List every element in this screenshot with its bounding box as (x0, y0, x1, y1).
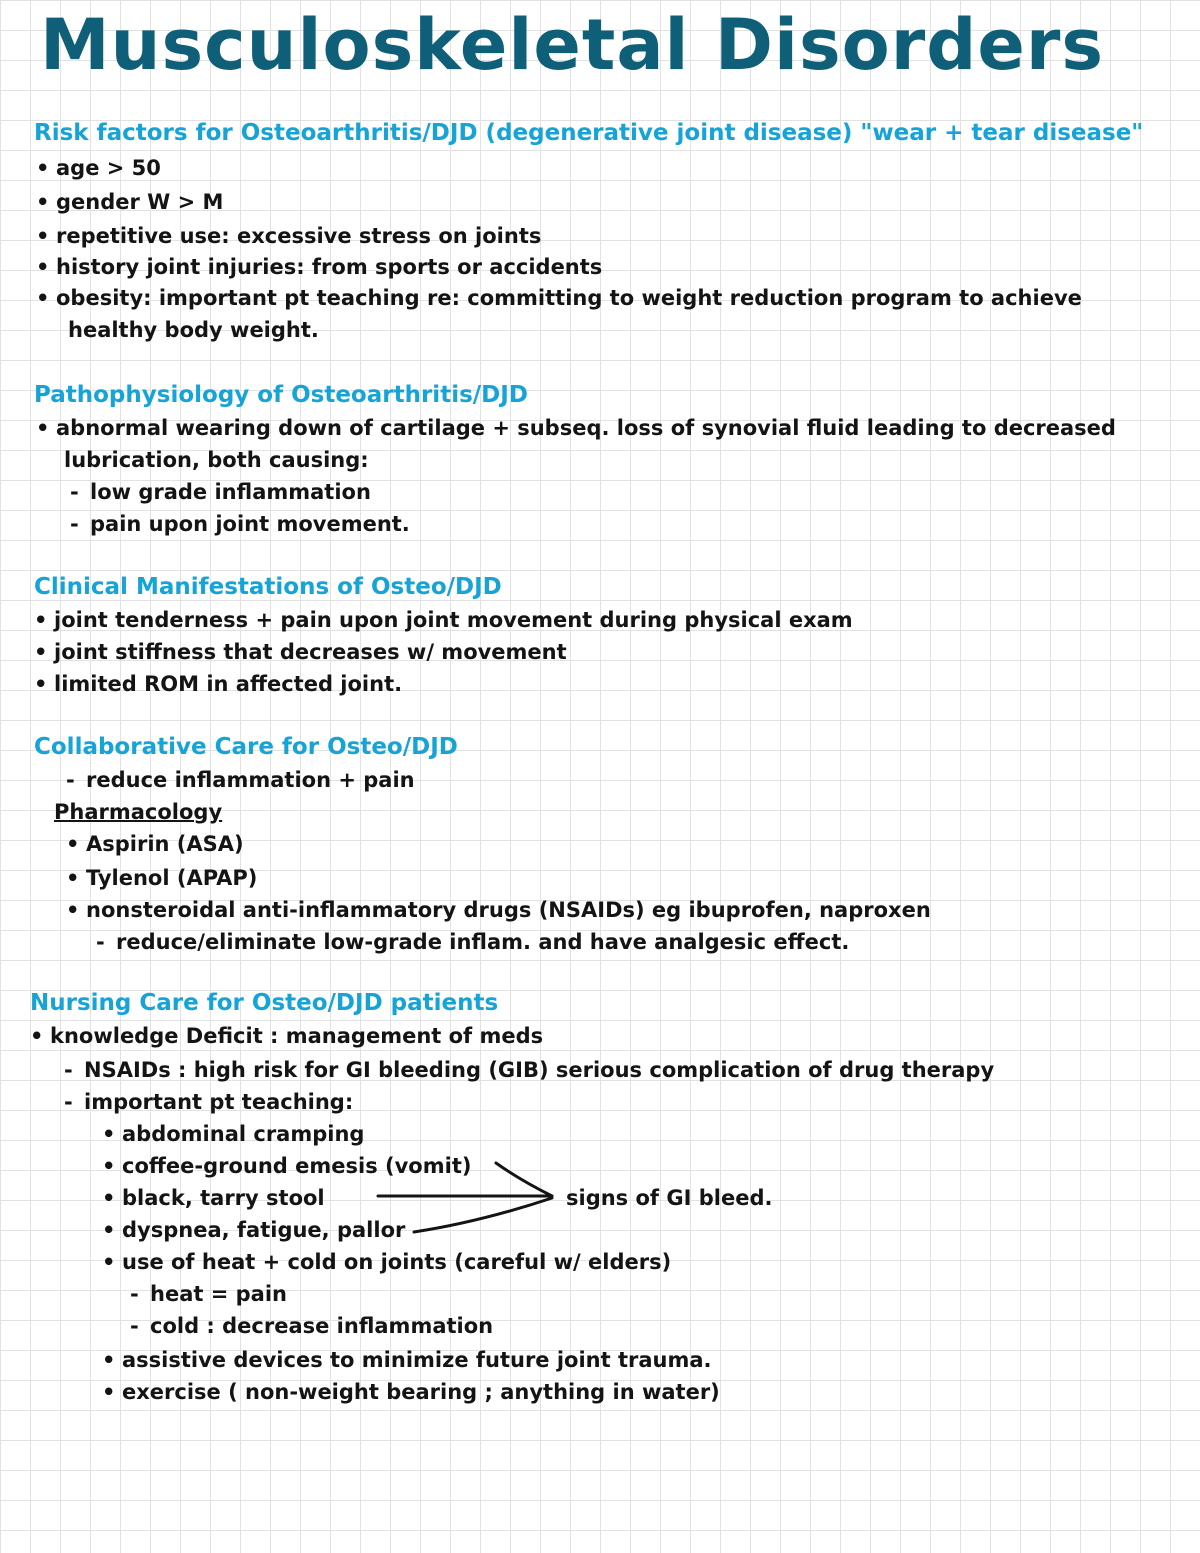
risk-factors-heading: Risk factors for Osteoarthritis/DJD (degenerative joint disease) "wear + tear disease" (34, 120, 1144, 146)
pharm-subitem: - reduce/eliminate low-grade inflam. and have analgesic effect. (96, 930, 850, 954)
patho-item: • abnormal wearing down of cartilage + subseq. loss of synovial fluid leading to decreased (36, 416, 1116, 440)
heat-cold-subitem: - heat = pain (130, 1282, 287, 1306)
pharm-item: • Tylenol (APAP) (66, 866, 258, 890)
teaching-item: • use of heat + cold on joints (careful w/ elders) (102, 1250, 672, 1274)
clinical-item: • limited ROM in affected joint. (34, 672, 403, 696)
teaching-item: • exercise ( non-weight bearing ; anything in water) (102, 1380, 720, 1404)
pharm-item: • nonsteroidal anti-inflammatory drugs (NSAIDs) eg ibuprofen, naproxen (66, 898, 931, 922)
clinical-item: • joint stiffness that decreases w/ movement (34, 640, 567, 664)
risk-item: • repetitive use: excessive stress on joints (36, 224, 542, 248)
teaching-item: • coffee-ground emesis (vomit) (102, 1154, 472, 1178)
collaborative-care-heading: Collaborative Care for Osteo/DJD (34, 734, 458, 760)
heat-cold-subitem: - cold : decrease inflammation (130, 1314, 494, 1338)
gi-bleed-signs-label: signs of GI bleed. (566, 1186, 773, 1210)
nursing-item: • knowledge Deficit : management of meds (30, 1024, 544, 1048)
patho-item-continued: lubrication, both causing: (64, 448, 369, 472)
patho-subitem: - pain upon joint movement. (70, 512, 410, 536)
pharmacology-label: Pharmacology (54, 800, 223, 824)
pathophysiology-heading: Pathophysiology of Osteoarthritis/DJD (34, 382, 528, 408)
risk-item: • obesity: important pt teaching re: committing to weight reduction program to achieve (36, 286, 1082, 310)
risk-item: • history joint injuries: from sports or accidents (36, 255, 603, 279)
collab-goal: - reduce inflammation + pain (66, 768, 415, 792)
teaching-item: • assistive devices to minimize future joint trauma. (102, 1348, 712, 1372)
nursing-care-heading: Nursing Care for Osteo/DJD patients (30, 990, 499, 1016)
clinical-heading: Clinical Manifestations of Osteo/DJD (34, 574, 502, 600)
teaching-item: • black, tarry stool (102, 1186, 325, 1210)
pharm-item: • Aspirin (ASA) (66, 832, 244, 856)
page-title: Musculoskeletal Disorders (40, 4, 1105, 86)
teaching-item: • abdominal cramping (102, 1122, 365, 1146)
nursing-subitem: - important pt teaching: (64, 1090, 354, 1114)
clinical-item: • joint tenderness + pain upon joint movement during physical exam (34, 608, 853, 632)
risk-item-continued: healthy body weight. (68, 318, 319, 342)
patho-subitem: - low grade inflammation (70, 480, 371, 504)
risk-item: • gender W > M (36, 190, 224, 214)
nursing-subitem: - NSAIDs : high risk for GI bleeding (GIB) serious complication of drug therapy (64, 1058, 995, 1082)
risk-item: • age > 50 (36, 156, 161, 180)
teaching-item: • dyspnea, fatigue, pallor (102, 1218, 406, 1242)
